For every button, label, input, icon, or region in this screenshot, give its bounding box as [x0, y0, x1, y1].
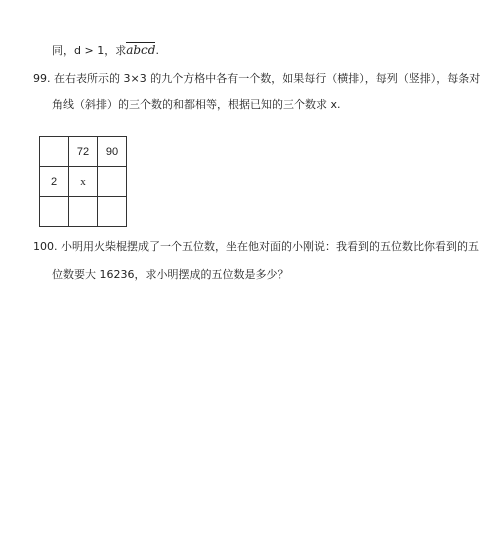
question-100-text-2: 位数要大 16236，求小明摆成的五位数是多少？ — [52, 268, 289, 281]
grid-cell: 90 — [98, 137, 127, 167]
grid-cell: 2 — [40, 167, 69, 197]
question-100-text-1: 小明用火柴棍摆成了一个五位数，坐在他对面的小刚说：我看到的五位数比你看到的五 — [61, 240, 479, 253]
question-99-line-1 — [33, 72, 480, 86]
grid-cell: x — [69, 167, 98, 197]
grid-cell — [40, 137, 69, 167]
fragment-text: 同，d > 1，求 — [52, 44, 127, 57]
magic-square-grid — [39, 136, 127, 227]
question-99-text-2: 角线（斜排）的三个数的和都相等，根据已知的三个数求 x. — [52, 98, 341, 111]
grid-cell — [69, 197, 98, 227]
grid-cell: 72 — [69, 137, 98, 167]
grid-row — [40, 197, 127, 227]
grid-cell — [98, 197, 127, 227]
grid-cell — [40, 197, 69, 227]
fragment-line — [52, 43, 159, 58]
question-100-line-1 — [33, 240, 479, 254]
question-99-line-2 — [52, 98, 341, 112]
question-99-text-1: 在右表所示的 3×3 的九个方格中各有一个数，如果每行（横排），每列（竖排），每条对 — [54, 72, 481, 85]
grid-cell — [98, 167, 127, 197]
grid-row — [40, 137, 127, 167]
question-99-number: 99. — [33, 72, 51, 85]
grid-row — [40, 167, 127, 197]
question-100-line-2 — [52, 268, 289, 282]
abcd-variable: abcd — [126, 43, 156, 57]
fragment-period: . — [155, 44, 159, 57]
question-100-number: 100. — [33, 240, 58, 253]
